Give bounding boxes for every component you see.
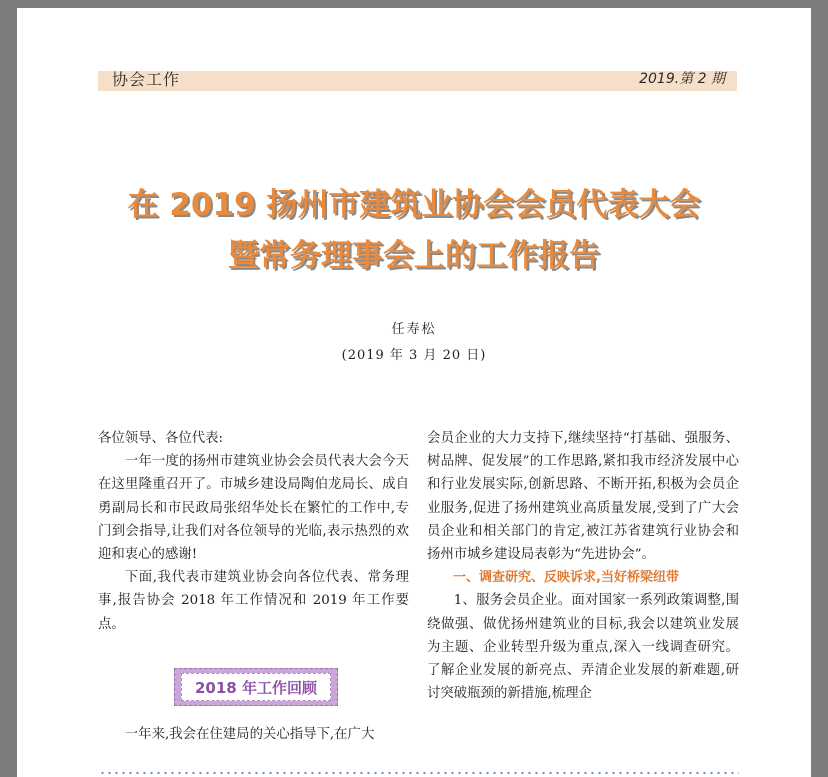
title-line-1: 在 2019 扬州市建筑业协会会员代表大会: [127, 187, 701, 223]
document-page: [17, 8, 811, 777]
paragraph: 下面,我代表市建筑业协会向各位代表、常务理事,报告协会 2018 年工作情况和 2019 年工作要点。: [98, 570, 409, 632]
section-heading: 一、调查研究、反映诉求,当好桥梁纽带: [453, 570, 679, 586]
paragraph: 1、服务会员企业。面对国家一系列政策调整,围绕做强、做优扬州建筑业的目标,我会以建筑业发展为主题、企业转型升级为重点,深入一线调查研究。了解企业发展的新亮点、弄清企业发展的新难题,研讨突破瓶颈的新措施,梳理企: [427, 593, 739, 702]
footer-dotted-border: [99, 770, 739, 776]
report-date: (2019 年 3 月 20 日): [341, 348, 487, 363]
paragraph: 一年一度的扬州市建筑业协会会员代表大会今天在这里隆重召开了。市城乡建设局陶伯龙局长、成自勇副局长和市民政局张绍华处长在繁忙的工作中,专门到会指导,让我们对各位领导的光临,表示热烈的欢迎和衷心的感谢!: [98, 454, 409, 563]
section-label: 协会工作: [112, 70, 181, 89]
left-column: [98, 427, 409, 636]
section-badge: 2018 年工作回顾: [181, 673, 331, 701]
title-line-2: 暨常务理事会上的工作报告: [228, 238, 600, 274]
issue-label: 2019.第 2 期: [639, 71, 725, 87]
paragraph: 会员企业的大力支持下,继续坚持“打基础、强服务、树品牌、促发展”的工作思路,紧扣我市经济发展中心和行业发展实际,创新思路、不断开拓,积极为会员企业服务,促进了扬州建筑业高质量发展,受到了广大会员企业和相关部门的肯定,被江苏省建筑行业协会和扬州市城乡建设局表彰为“先进协会”。: [427, 431, 739, 563]
author-name: 任寿松: [391, 322, 437, 337]
paragraph: 一年来,我会在住建局的关心指导下,在广大: [124, 727, 375, 742]
right-column: [427, 427, 739, 705]
salutation: 各位领导、各位代表:: [98, 431, 224, 446]
section-badge-frame: [174, 668, 338, 706]
